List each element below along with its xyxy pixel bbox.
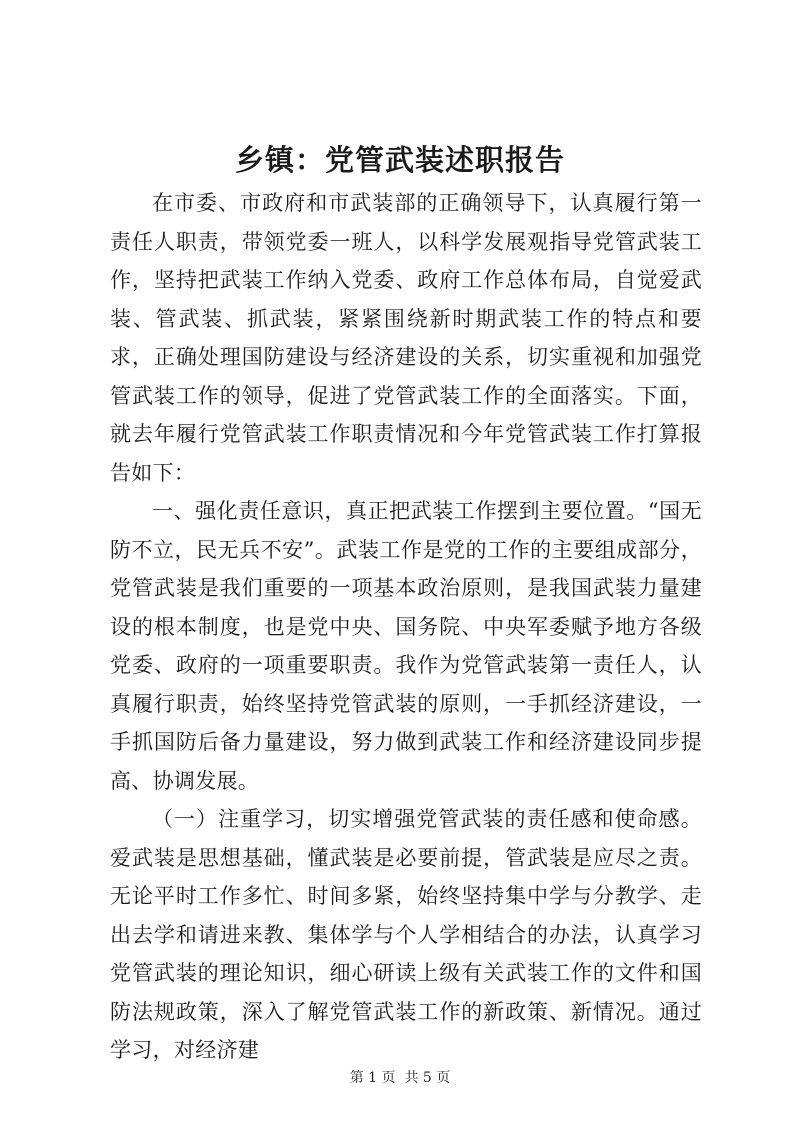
page-footer xyxy=(0,1068,800,1088)
document-title: 乡镇：党管武装述职报告 xyxy=(234,143,565,177)
paragraph-intro: 在市委、市政府和市武装部的正确领导下，认真履行第一责任人职责，带领党委一班人，以科学发展观指导党管武装工作，坚持把武装工作纳入党委、政府工作总体布局，自觉爱武装、管武装、抓武装，紧紧围绕新时期武装工作的特点和要求，正确处理国防建设与经济建设的关系，切实重视和加强党管武装工作的领导，促进了党管武装工作的全面落实。下面，就去年履行党管武装工作职责情况和今年党管武装工作打算报告如下： xyxy=(110,191,702,485)
page-number: 第 1 页 共 5 页 xyxy=(349,1070,451,1086)
paragraph-section-one: 一、强化责任意识，真正把武装工作摆到主要位置。“国无防不立，民无兵不安”。武装工作是党的工作的主要组成部分，党管武装是我们重要的一项基本政治原则，是我国武装力量建设的根本制度，也是党中央、国务院、中央军委赋予地方各级党委、政府的一项重要职责。我作为党管武装第一责任人，认真履行职责，始终坚持党管武装的原则，一手抓经济建设，一手抓国防后备力量建设，努力做到武装工作和经济建设同步提高、协调发展。 xyxy=(110,499,702,793)
paragraph-subsection-one: （一）注重学习，切实增强党管武装的责任感和使命感。爱武装是思想基础，懂武装是必要前提，管武装是应尽之责。无论平时工作多忙、时间多紧，始终坚持集中学与分教学、走出去学和请进来教、集体学与个人学相结合的办法，认真学习党管武装的理论知识，细心研读上级有关武装工作的文件和国防法规政策，深入了解党管武装工作的新政策、新情况。通过学习，对经济建 xyxy=(110,807,702,1062)
document-body xyxy=(110,184,702,1070)
